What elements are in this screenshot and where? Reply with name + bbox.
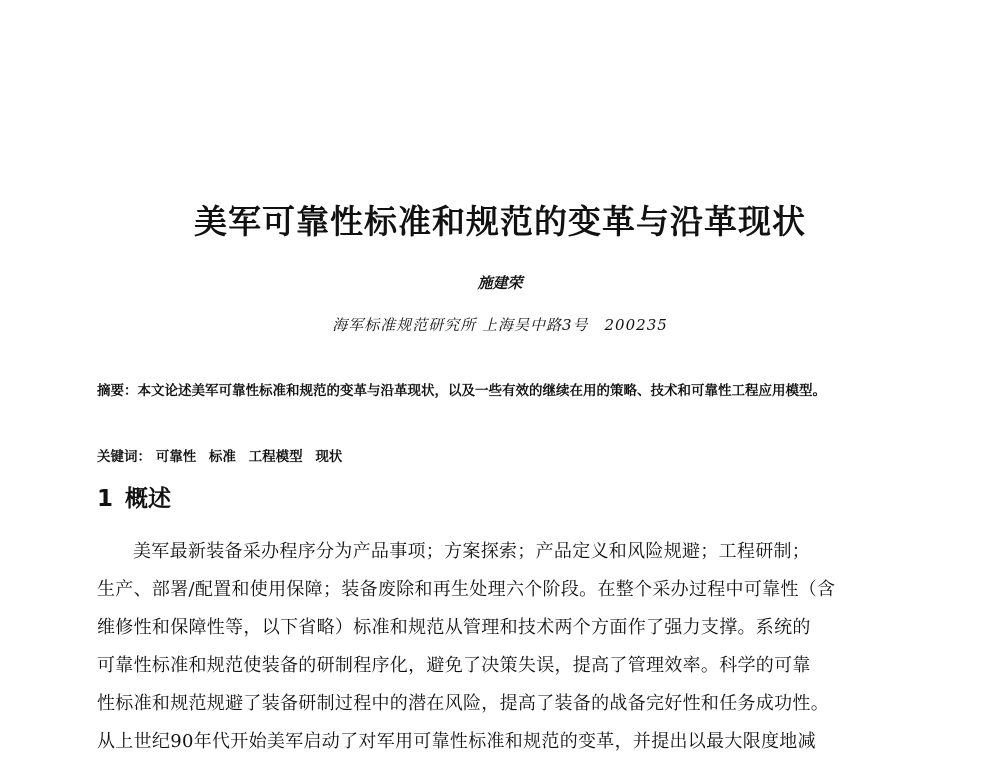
paragraph-line: 美军最新装备采办程序分为产品事项；方案探索；产品定义和风险规避；工程研制；: [133, 541, 811, 562]
keywords: [97, 445, 907, 465]
body-paragraph: [97, 533, 907, 760]
section-heading: [97, 480, 171, 513]
abstract-label: 摘要：: [97, 383, 138, 399]
paragraph-line: 性标准和规范规避了装备研制过程中的潜在风险，提高了装备的战备完好性和任务成功性。: [97, 693, 829, 714]
keywords-label: 关键词：: [97, 449, 151, 465]
author-affiliation: 海军标准规范研究所 上海吴中路3号 200235: [332, 316, 668, 334]
paragraph-line: 维修性和保障性等，以下省略）标准和规范从管理和技术两个方面作了强力支撑。系统的: [97, 617, 811, 638]
paragraph-line: 可靠性标准和规范使装备的研制程序化，避免了决策失误，提高了管理效率。科学的可靠: [97, 655, 811, 676]
paragraph-line: 从上世纪90年代开始美军启动了对军用可靠性标准和规范的变革，并提出以最大限度地减: [97, 731, 816, 752]
keyword-item: 现状: [315, 449, 343, 465]
keyword-item: 工程模型: [248, 449, 303, 465]
abstract: [97, 376, 907, 407]
paper-title: 美军可靠性标准和规范的变革与沿革现状: [194, 202, 806, 241]
author-name: 施建荣: [477, 274, 523, 292]
keyword-item: 标准: [208, 449, 236, 465]
section-title: 概述: [125, 486, 172, 512]
paragraph-line: 生产、部署/配置和使用保障；装备废除和再生处理六个阶段。在整个采办过程中可靠性（含: [97, 579, 836, 600]
keyword-item: 可靠性: [155, 449, 197, 465]
abstract-text: 本文论述美军可靠性标准和规范的变革与沿革现状，以及一些有效的继续在用的策略、技术和可靠性工程应用模型。: [137, 383, 826, 399]
section-number: 1: [97, 486, 114, 512]
